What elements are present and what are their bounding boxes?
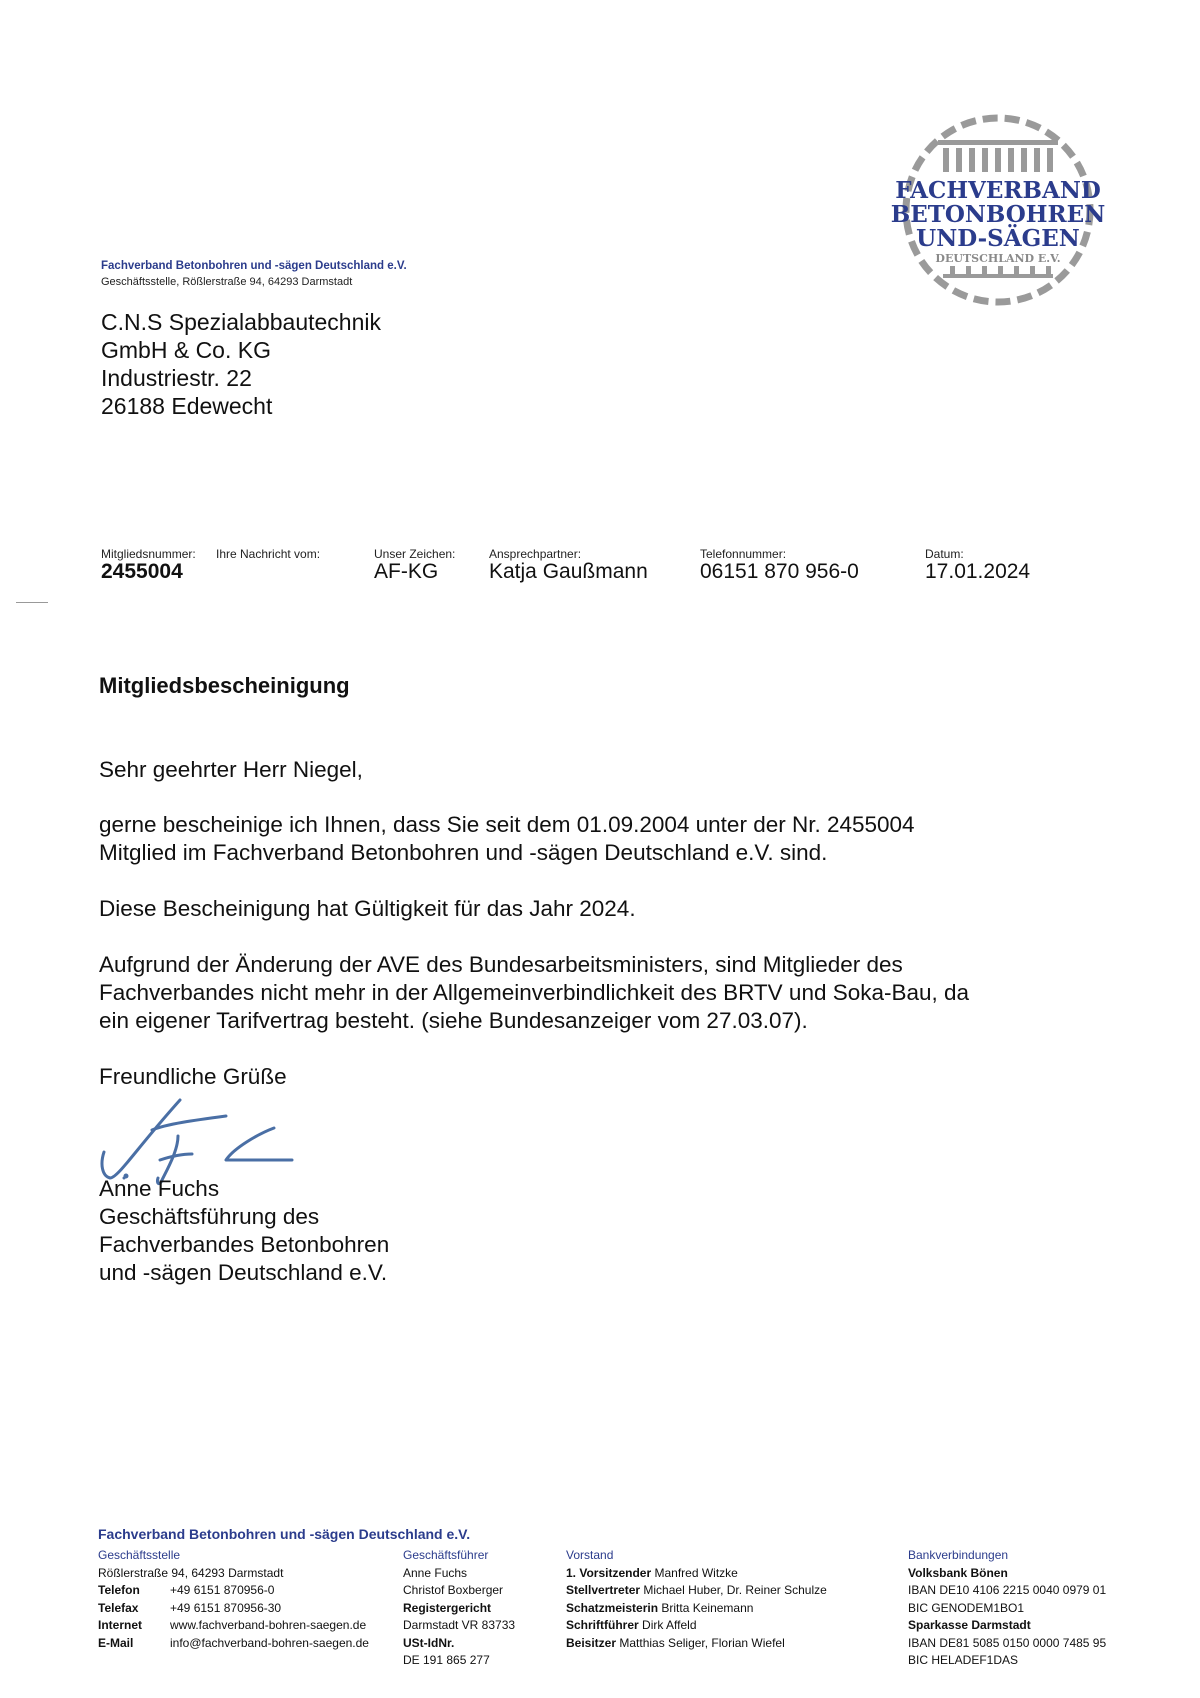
phone-label: Telefonnummer: [700, 547, 787, 561]
footer-chair-row [566, 1565, 827, 1583]
footer-management-heading: Geschäftsführer [403, 1548, 489, 1562]
letter-date: 17.01.2024 [925, 560, 1031, 583]
closing: Freundliche Grüße [99, 1064, 287, 1089]
footer-secretary: Dirk Affeld [642, 1618, 697, 1632]
footer-board-heading: Vorstand [566, 1548, 614, 1562]
paragraph-ave [99, 951, 969, 1035]
association-logo [888, 110, 1108, 320]
letter-subject: Mitgliedsbescheinigung [99, 673, 350, 698]
logo-text-line2: BETONBOHREN [890, 201, 1106, 228]
paragraph-line: Aufgrund der Änderung der AVE des Bundesarbeitsministers, sind Mitglieder des [99, 952, 903, 977]
footer-banks-heading: Bankverbindungen [908, 1548, 1009, 1562]
footer-assessor-row [566, 1635, 827, 1653]
fold-mark [16, 602, 48, 603]
paragraph-line: ein eigener Tarifvertrag besteht. (siehe Bundesanzeiger vom 27.03.07). [99, 1008, 808, 1033]
footer-title: Fachverband Betonbohren und -sägen Deutschland e.V. [98, 1526, 471, 1542]
footer-chair: Manfred Witzke [654, 1565, 738, 1580]
footer-phone-label: Telefon [98, 1583, 140, 1597]
footer-management-column [403, 1547, 515, 1670]
footer-treasurer-row [566, 1600, 827, 1618]
footer-vat-label: USt-IdNr. [403, 1635, 455, 1650]
footer-bank-name: Sparkasse Darmstadt [908, 1618, 1031, 1632]
our-reference-label: Unser Zeichen: [374, 547, 456, 561]
footer-web-row [98, 1617, 369, 1635]
footer-office-column [98, 1547, 369, 1652]
logo-building-icon [938, 140, 1058, 172]
sender-name: Fachverband Betonbohren und -sägen Deutschland e.V. [101, 260, 407, 272]
footer-fax-row [98, 1600, 369, 1618]
paragraph-line: gerne bescheinige ich Ihnen, dass Sie seit dem 01.09.2004 unter der Nr. 2455004 [99, 812, 915, 837]
footer-deputy: Michael Huber, Dr. Reiner Schulze [643, 1583, 827, 1597]
footer-board-column [566, 1547, 827, 1652]
recipient-line: Industriestr. 22 [101, 365, 252, 391]
paragraph-line: Mitglied im Fachverband Betonbohren und -sägen Deutschland e.V. sind. [99, 840, 828, 865]
footer-court: Darmstadt VR 83733 [403, 1618, 516, 1632]
logo-base-icon [943, 266, 1053, 278]
footer-email: info@fachverband-bohren-saegen.de [170, 1635, 369, 1650]
footer-manager-name: Anne Fuchs [403, 1565, 468, 1580]
footer-office-heading: Geschäftsstelle [98, 1548, 181, 1562]
footer-deputy-row [566, 1582, 827, 1600]
logo-text-line1: FACHVERBAND [895, 177, 1101, 204]
recipient-line: 26188 Edewecht [101, 393, 273, 419]
footer-bank-name: Volksbank Bönen [908, 1565, 1008, 1580]
footer-email-label: E-Mail [98, 1635, 134, 1650]
phone-number: 06151 870 956-0 [700, 560, 859, 583]
signer-block [99, 1175, 389, 1287]
footer-web: www.fachverband-bohren-saegen.de [170, 1618, 367, 1632]
date-label: Datum: [925, 547, 964, 561]
recipient-line: C.N.S Spezialabbautechnik [101, 309, 381, 335]
recipient-line: GmbH & Co. KG [101, 337, 271, 363]
footer-office-address: Rößlerstraße 94, 64293 Darmstadt [98, 1565, 284, 1580]
logo-text-line3: UND-SÄGEN [916, 225, 1080, 252]
footer-court-label: Registergericht [403, 1600, 492, 1615]
signer-title: Geschäftsführung des [99, 1204, 320, 1229]
footer-banks-column [908, 1547, 1106, 1670]
footer-fax-label: Telefax [98, 1600, 139, 1615]
footer-secretary-label: Schriftführer [566, 1618, 639, 1632]
footer-email-row [98, 1635, 369, 1653]
footer-iban: IBAN DE81 5085 0150 0000 7485 95 [908, 1635, 1107, 1650]
signer-name: Anne Fuchs [99, 1176, 220, 1201]
paragraph-line: Fachverbandes nicht mehr in der Allgemeinverbindlichkeit des BRTV und Soka-Bau, da [99, 980, 970, 1005]
salutation: Sehr geehrter Herr Niegel, [99, 757, 363, 782]
sender-address: Geschäftsstelle, Rößlerstraße 94, 64293 Darmstadt [101, 276, 353, 288]
paragraph-validity: Diese Bescheinigung hat Gültigkeit für das Jahr 2024. [99, 896, 636, 921]
footer-manager-name: Christof Boxberger [403, 1583, 504, 1597]
signer-title: und -sägen Deutschland e.V. [99, 1260, 388, 1285]
footer-bic: BIC GENODEM1BO1 [908, 1600, 1025, 1615]
footer-assessor: Matthias Seliger, Florian Wiefel [619, 1635, 785, 1650]
footer-phone: +49 6151 870956-0 [170, 1583, 275, 1597]
signer-title: Fachverbandes Betonbohren [99, 1232, 390, 1257]
footer-web-label: Internet [98, 1618, 143, 1632]
contact-person-label: Ansprechpartner: [489, 547, 582, 561]
footer-vat: DE 191 865 277 [403, 1653, 490, 1667]
our-reference: AF-KG [374, 560, 439, 583]
footer-assessor-label: Beisitzer [566, 1635, 617, 1650]
footer-deputy-label: Stellvertreter [566, 1583, 641, 1597]
contact-person: Katja Gaußmann [489, 560, 648, 583]
footer-iban: IBAN DE10 4106 2215 0040 0979 01 [908, 1583, 1107, 1597]
your-message-label: Ihre Nachricht vom: [216, 547, 321, 561]
member-number: 2455004 [101, 560, 183, 583]
footer-secretary-row [566, 1617, 827, 1635]
footer-phone-row [98, 1582, 369, 1600]
footer-treasurer-label: Schatzmeisterin [566, 1600, 659, 1615]
footer-bic: BIC HELADEF1DAS [908, 1653, 1019, 1667]
paragraph-membership [99, 811, 915, 867]
recipient-address [101, 308, 381, 420]
logo-text-line4: DEUTSCHLAND E.V. [935, 252, 1061, 265]
footer-treasurer: Britta Keinemann [661, 1600, 754, 1615]
member-number-label: Mitgliedsnummer: [101, 547, 196, 561]
footer-chair-label: 1. Vorsitzender [566, 1565, 652, 1580]
footer-fax: +49 6151 870956-30 [170, 1600, 282, 1615]
